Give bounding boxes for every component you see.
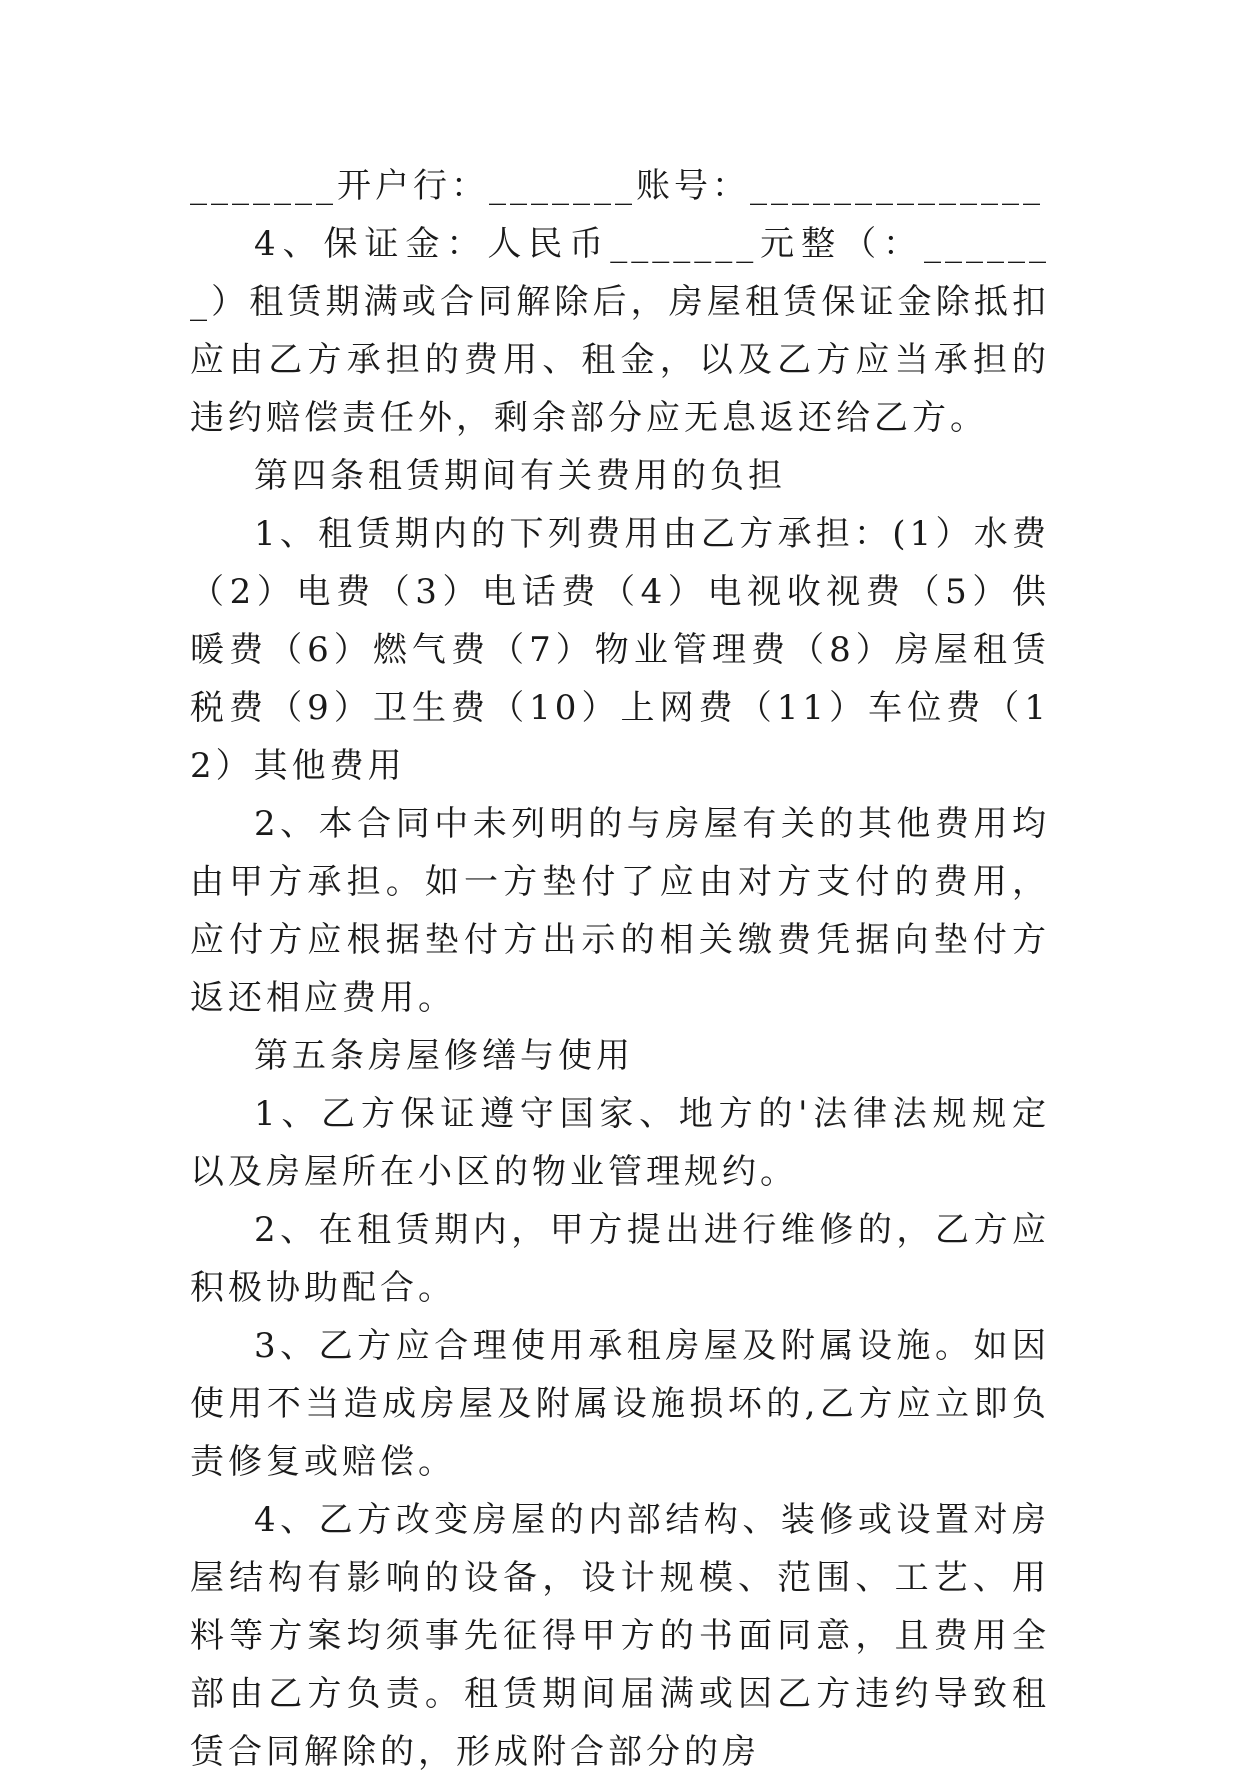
document-body bbox=[190, 157, 1050, 1781]
article-four-heading: 第四条租赁期间有关费用的负担 bbox=[254, 456, 786, 496]
compliance-clause: 1、乙方保证遵守国家、地方的'法律法规规定以及房屋所在小区的物业管理规约。 bbox=[190, 1094, 1050, 1192]
bank-account-line: _______开户行：_______账号：______________ bbox=[190, 166, 1044, 206]
structural-change-clause: 4、乙方改变房屋的内部结构、装修或设置对房屋结构有影响的设备，设计规模、范围、工艺、用料等方案均须事先征得甲方的书面同意，且费用全部由乙方负责。租赁期间届满或因乙方违约导致租赁合同解除的，形成附合部分的房 bbox=[190, 1500, 1050, 1772]
article-five-heading: 第五条房屋修缮与使用 bbox=[254, 1036, 634, 1076]
fees-borne-by-tenant-clause: 1、租赁期内的下列费用由乙方承担：(1）水费（2）电费（3）电话费（4）电视收视费（5）供暖费（6）燃气费（7）物业管理费（8）房屋租赁税费（9）卫生费（10）上网费（11）车位费（12）其他费用 bbox=[190, 514, 1050, 786]
deposit-clause: 4、保证金：人民币_______元整（：_______）租赁期满或合同解除后，房屋租赁保证金除抵扣应由乙方承担的费用、租金，以及乙方应当承担的违约赔偿责任外，剩余部分应无息返还给乙方。 bbox=[190, 224, 1050, 438]
repair-cooperation-clause: 2、在租赁期内，甲方提出进行维修的，乙方应积极协助配合。 bbox=[190, 1210, 1050, 1308]
other-fees-clause: 2、本合同中未列明的与房屋有关的其他费用均由甲方承担。如一方垫付了应由对方支付的费用，应付方应根据垫付方出示的相关缴费凭据向垫付方返还相应费用。 bbox=[190, 804, 1050, 1018]
proper-use-clause: 3、乙方应合理使用承租房屋及附属设施。如因使用不当造成房屋及附属设施损坏的,乙方应立即负责修复或赔偿。 bbox=[190, 1326, 1050, 1482]
